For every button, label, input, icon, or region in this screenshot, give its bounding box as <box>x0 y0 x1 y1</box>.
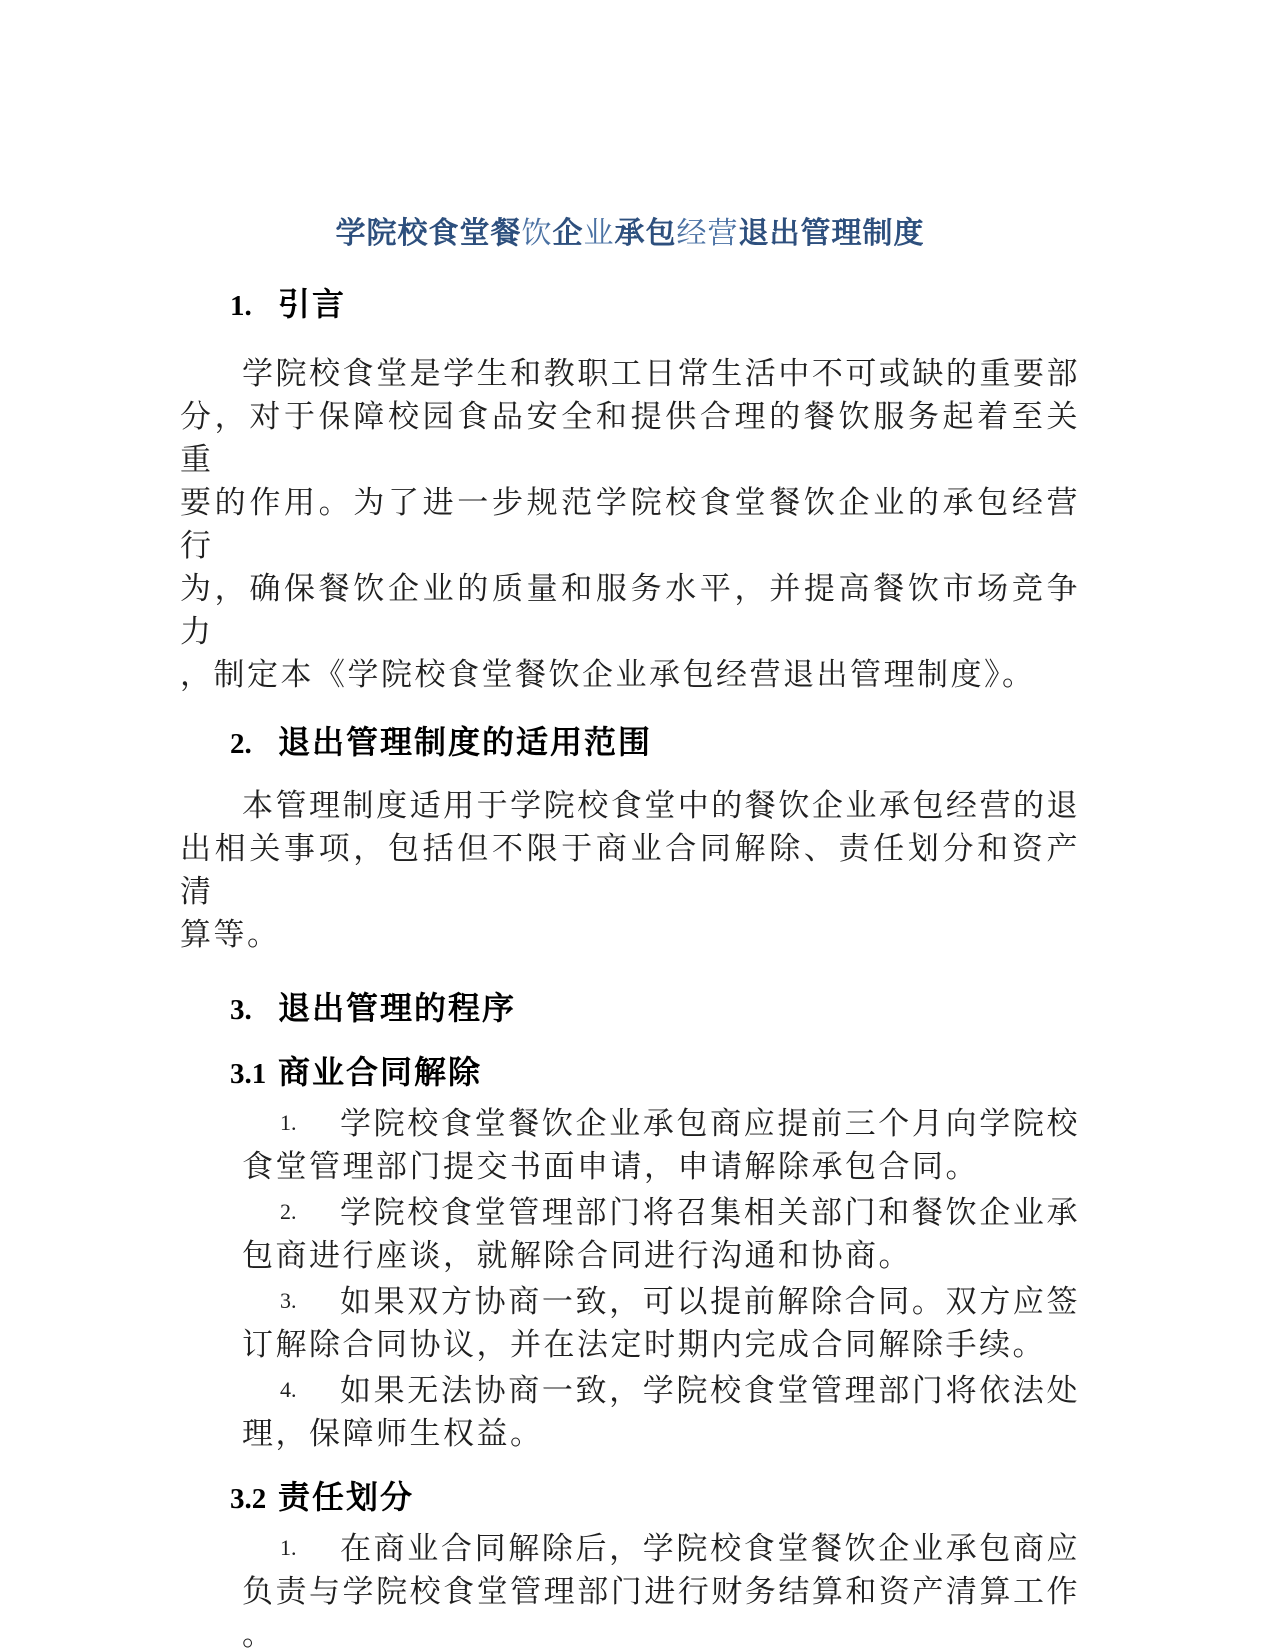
text-line: 为，确保餐饮企业的质量和服务水平，并提高餐饮市场竞争力 <box>180 571 1080 650</box>
text-line: 学院校食堂是学生和教职工日常生活中不可或缺的重要部 <box>242 356 1080 392</box>
heading-text: 退出管理的程序 <box>278 990 517 1027</box>
text-line: 算等。 <box>180 917 281 953</box>
list-item-first-line <box>242 1102 1080 1145</box>
list-item <box>242 1191 1080 1277</box>
text-line: 要的作用。为了进一步规范学院校食堂餐饮企业的承包经营行 <box>180 485 1080 564</box>
title-segment: 经营 <box>676 217 739 251</box>
text-line: 负责与学院校食堂管理部门进行财务结算和资产清算工作 <box>242 1574 1080 1610</box>
list-item <box>242 1280 1080 1366</box>
list-item-first-line <box>242 1369 1080 1412</box>
text-line: 食堂管理部门提交书面申请，申请解除承包合同。 <box>242 1149 979 1185</box>
text-line: 订解除合同协议，并在法定时期内完成合同解除手续。 <box>242 1327 1046 1363</box>
heading-number: 3.2 <box>230 1483 267 1516</box>
text-line: 出相关事项，包括但不限于商业合同解除、责任划分和资产清 <box>180 831 1080 910</box>
list-item-first-line <box>242 1527 1080 1570</box>
text-line: 分，对于保障校园食品安全和提供合理的餐饮服务起着至关重 <box>180 399 1080 478</box>
section-heading-3-2 <box>230 1477 1080 1519</box>
heading-number: 1. <box>230 290 252 323</box>
title-segment: 学院校食堂餐 <box>335 217 522 251</box>
title-segment: 业 <box>583 217 615 251</box>
list-item-text: 在商业合同解除后，学院校食堂餐饮企业承包商应 <box>340 1531 1080 1567</box>
text-line: ，制定本《学院校食堂餐饮企业承包经营退出管理制度》。 <box>180 657 1036 693</box>
heading-text: 退出管理制度的适用范围 <box>278 724 653 761</box>
section-heading-3-1 <box>230 1052 1080 1094</box>
list-item <box>242 1369 1080 1455</box>
list-item-text: 学院校食堂管理部门将召集相关部门和餐饮企业承 <box>340 1195 1080 1231</box>
document-content <box>180 0 1080 1650</box>
section-heading-1 <box>230 284 1080 326</box>
section-heading-3 <box>230 988 1080 1030</box>
list-item <box>242 1527 1080 1650</box>
paragraph-introduction <box>180 352 1080 696</box>
title-segment: 承包 <box>614 217 677 251</box>
list-item <box>242 1102 1080 1188</box>
list-item-number: 3. <box>280 1288 297 1314</box>
heading-number: 2. <box>230 728 252 761</box>
section-heading-2 <box>230 722 1080 764</box>
list-item-text: 学院校食堂餐饮企业承包商应提前三个月向学院校 <box>340 1106 1080 1142</box>
paragraph-scope <box>180 784 1080 956</box>
list-item-first-line <box>242 1191 1080 1234</box>
text-line: 理，保障师生权益。 <box>242 1416 544 1452</box>
list-item-number: 2. <box>280 1199 297 1225</box>
text-line: 。 <box>242 1617 276 1650</box>
title-segment: 饮 <box>521 217 553 251</box>
text-line: 本管理制度适用于学院校食堂中的餐饮企业承包经营的退 <box>242 788 1080 824</box>
heading-number: 3. <box>230 994 252 1027</box>
list-item-number: 1. <box>280 1535 297 1561</box>
text-line: 包商进行座谈，就解除合同进行沟通和协商。 <box>242 1238 912 1274</box>
document-title <box>180 210 1080 258</box>
list-item-text: 如果无法协商一致，学院校食堂管理部门将依法处 <box>340 1373 1080 1409</box>
title-segment: 退出管理制度 <box>738 217 925 251</box>
heading-text: 责任划分 <box>278 1479 415 1516</box>
title-segment: 企 <box>552 217 584 251</box>
heading-text: 引言 <box>278 286 347 323</box>
heading-text: 商业合同解除 <box>278 1054 483 1091</box>
list-item-text: 如果双方协商一致，可以提前解除合同。双方应签 <box>340 1284 1080 1320</box>
list-item-number: 1. <box>280 1110 297 1136</box>
list-item-number: 4. <box>280 1377 297 1403</box>
heading-number: 3.1 <box>230 1058 267 1091</box>
list-item-first-line <box>242 1280 1080 1323</box>
